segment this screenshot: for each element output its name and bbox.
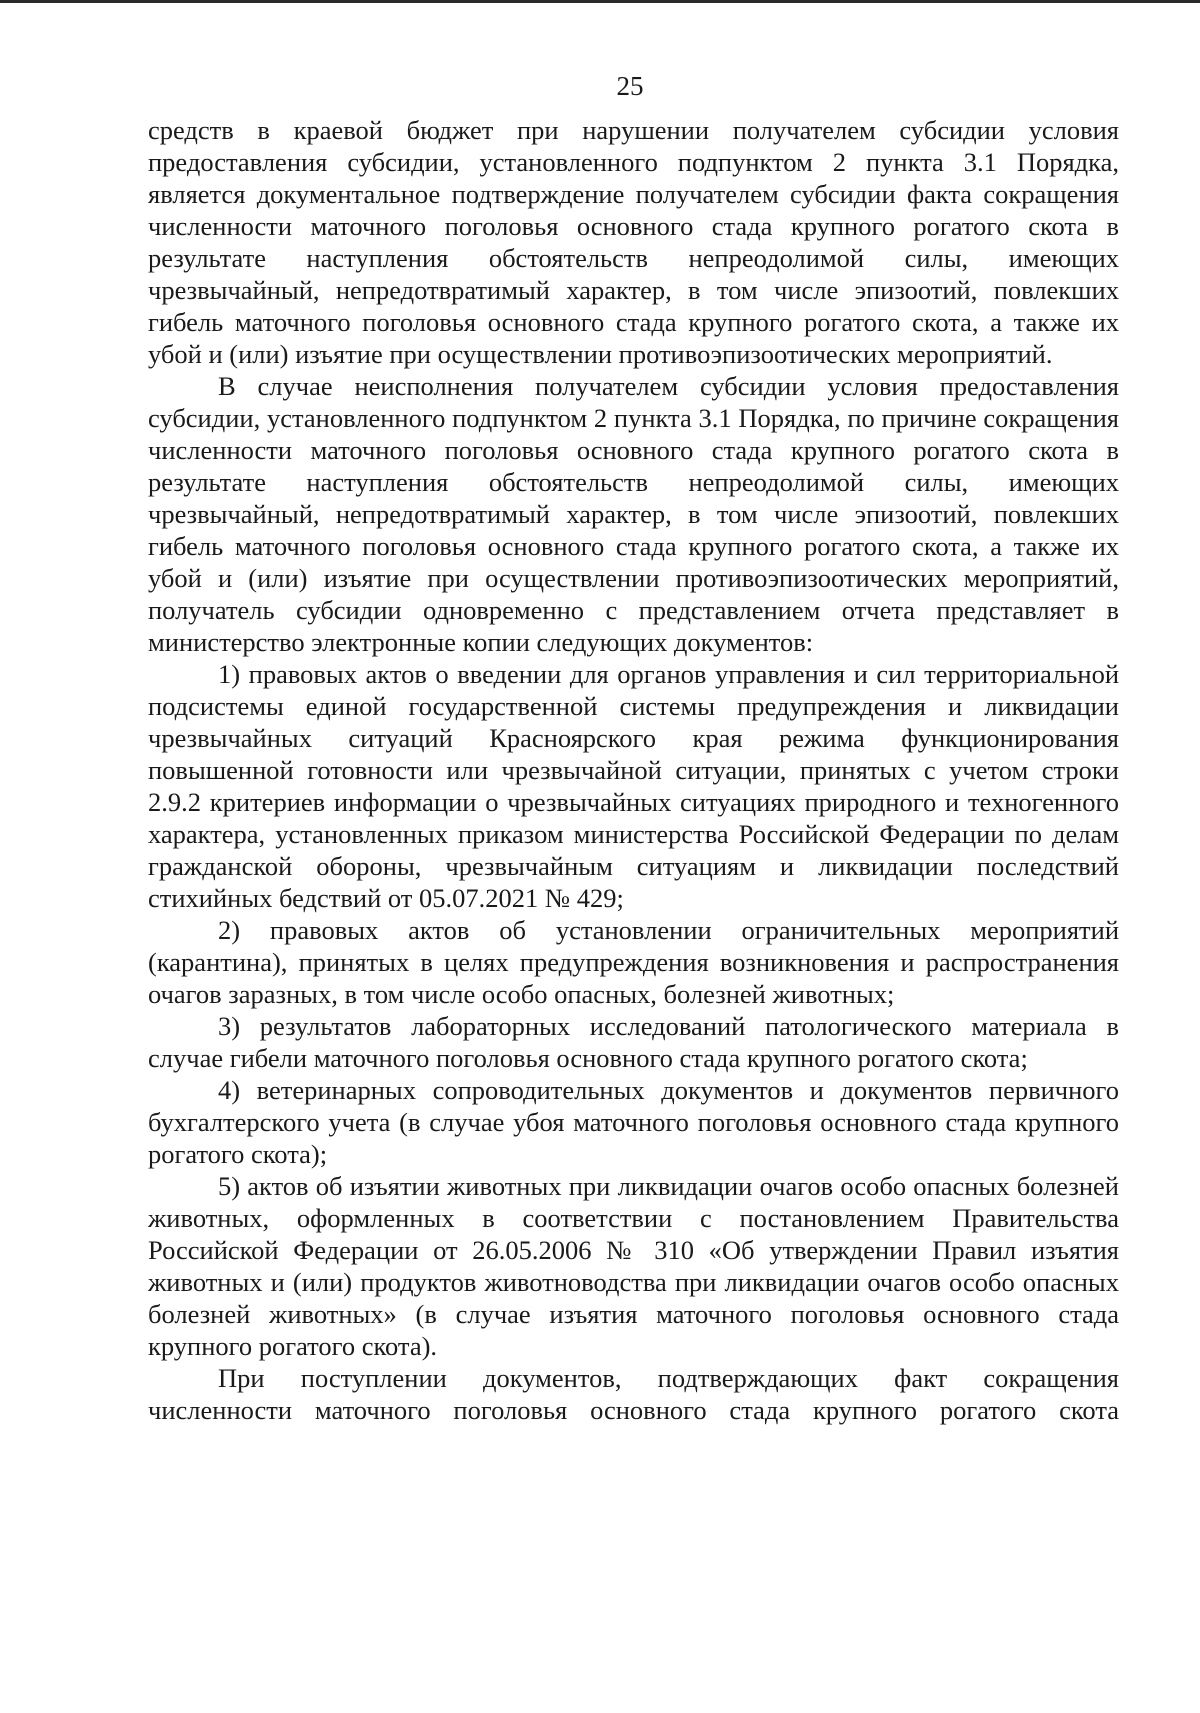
- list-item-5: 5) актов об изъятии животных при ликвидации очагов особо опасных болезней животных, оформленных в соответствии с постановлением Правительства Российской Федерации от 26.05.2006 № 310 «Об утверждении Правил изъятия животных и (или) продуктов животноводства при ликвидации очагов особо опасных болезней животных» (в случае изъятия маточного поголовья основного стада крупного рогатого скота).: [148, 1171, 1119, 1361]
- page-number: 25: [616, 71, 644, 101]
- list-item-2: 2) правовых актов об установлении ограничительных мероприятий (карантина), принятых в целях предупреждения возникновения и распространения очагов заразных, в том числе особо опасных, болезней животных;: [148, 915, 1119, 1009]
- paragraph-final: При поступлении документов, подтверждающих факт сокращения численности маточного поголовья основного стада крупного рогатого скота: [148, 1363, 1119, 1425]
- list-item-4: 4) ветеринарных сопроводительных документов и документов первичного бухгалтерского учета (в случае убоя маточного поголовья основного стада крупного рогатого скота);: [148, 1075, 1119, 1169]
- document-body: [148, 114, 1119, 1426]
- paragraph-continuation: средств в краевой бюджет при нарушении получателем субсидии условия предоставления субсидии, установленного подпунктом 2 пункта 3.1 Порядка, является документальное подтверждение получателем субсидии факта сокращения численности маточного поголовья основного стада крупного рогатого скота в результате наступления обстоятельств непреодолимой силы, имеющих чрезвычайный, непредотвратимый характер, в том числе эпизоотий, повлекших гибель маточного поголовья основного стада крупного рогатого скота, а также их убой и (или) изъятие при осуществлении противоэпизоотических мероприятий.: [148, 115, 1119, 369]
- list-item-3: 3) результатов лабораторных исследований патологического материала в случае гибели маточного поголовья основного стада крупного рогатого скота;: [148, 1011, 1119, 1073]
- scan-top-edge: [0, 0, 1200, 3]
- paragraph-non-fulfillment: В случае неисполнения получателем субсидии условия предоставления субсидии, установленного подпунктом 2 пункта 3.1 Порядка, по причине сокращения численности маточного поголовья основного стада крупного рогатого скота в результате наступления обстоятельств непреодолимой силы, имеющих чрезвычайный, непредотвратимый характер, в том числе эпизоотий, повлекших гибель маточного поголовья основного стада крупного рогатого скота, а также их убой и (или) изъятие при осуществлении противоэпизоотических мероприятий, получатель субсидии одновременно с представлением отчета представляет в министерство электронные копии следующих документов:: [148, 371, 1119, 657]
- list-item-1: 1) правовых актов о введении для органов управления и сил территориальной подсистемы единой государственной системы предупреждения и ликвидации чрезвычайных ситуаций Красноярского края режима функционирования повышенной готовности или чрезвычайной ситуации, принятых с учетом строки 2.9.2 критериев информации о чрезвычайных ситуациях природного и техногенного характера, установленных приказом министерства Российской Федерации по делам гражданской обороны, чрезвычайным ситуациям и ликвидации последствий стихийных бедствий от 05.07.2021 № 429;: [148, 659, 1119, 913]
